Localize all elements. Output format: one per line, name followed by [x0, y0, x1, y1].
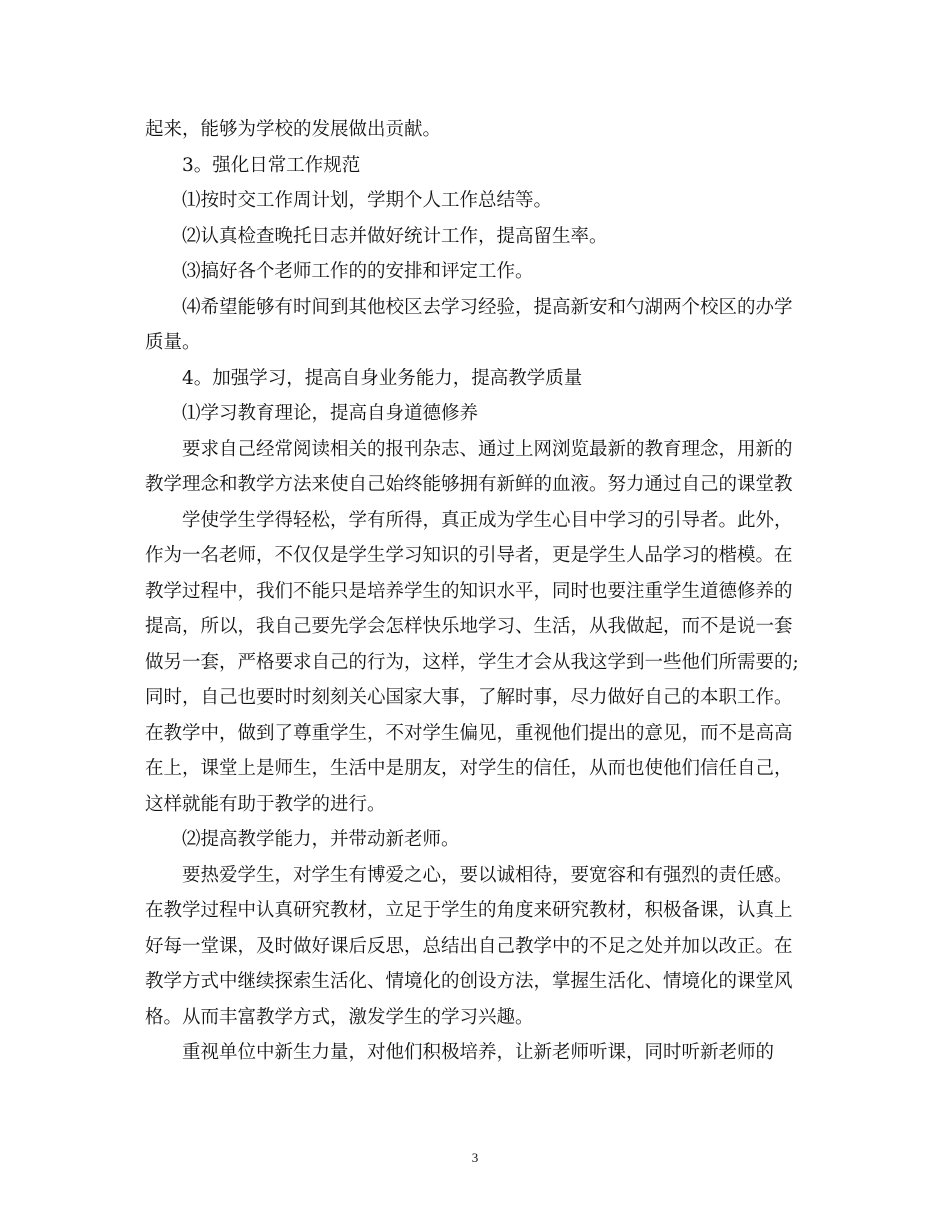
text-line: 做另一套，严格要求自己的行为，这样，学生才会从我这学到一些他们所需要的;: [145, 651, 799, 673]
text-line: 提高，所以，我自己要先学会怎样快乐地学习、生活，从我做起，而不是说一套: [145, 616, 793, 637]
text-line: 重视单位中新生力量，对他们积极培养，让新老师听课，同时听新老师的: [182, 1042, 775, 1063]
text-line: 作为一名老师，不仅仅是学生学习知识的引导者，更是学生人品学习的楷模。在: [145, 545, 793, 566]
page-number: 3: [471, 1150, 479, 1165]
text-line: ⑵提高教学能力，并带动新老师。: [182, 829, 460, 850]
text-line: 起来，能够为学校的发展做出贡献。: [145, 119, 442, 140]
text-line: ⑵认真检查晚托日志并做好统计工作，提高留生率。: [182, 225, 608, 247]
text-line: 教学方式中继续探索生活化、情境化的创设方法，掌握生活化、情境化的课堂风: [145, 971, 793, 992]
text-line: ⑴学习教育理论，提高自身道德修养: [182, 403, 479, 424]
text-line: 在教学中，做到了尊重学生，不对学生偏见，重视他们提出的意见，而不是高高: [145, 722, 793, 744]
text-line: 3。强化日常工作规范: [182, 154, 361, 176]
text-line: 好每一堂课，及时做好课后反思，总结出自己教学中的不足之处并加以改正。在: [145, 935, 793, 957]
text-line: ⑷希望能够有时间到其他校区去学习经验，提高新安和勺湖两个校区的办学: [182, 296, 793, 318]
text-line: 质量。: [145, 332, 201, 353]
text-line: 要热爱学生，对学生有博爱之心，要以诚相待，要宽容和有强烈的责任感。: [182, 864, 793, 886]
text-line: 教学理念和教学方法来使自己始终能够拥有新鲜的血液。努力通过自己的课堂教: [145, 474, 793, 495]
text-line: 4。加强学习，提高自身业务能力，提高教学质量: [182, 367, 583, 389]
text-line: ⑴按时交工作周计划，学期个人工作总结等。: [182, 190, 553, 211]
text-line: 格。从而丰富教学方式，激发学生的学习兴趣。: [145, 1006, 534, 1028]
body-text: [145, 112, 810, 1071]
text-line: 教学过程中，我们不能只是培养学生的知识水平，同时也要注重学生道德修养的: [145, 580, 793, 602]
text-line: 学使学生学得轻松，学有所得，真正成为学生心目中学习的引导者。此外，: [182, 509, 793, 531]
text-line: 同时，自己也要时时刻刻关心国家大事，了解时事，尽力做好自己的本职工作。: [145, 687, 793, 708]
text-line: 在上，课堂上是师生，生活中是朋友，对学生的信任，从而也使他们信任自己，: [145, 758, 793, 779]
text-line: 在教学过程中认真研究教材，立足于学生的角度来研究教材，积极备课，认真上: [145, 900, 793, 921]
text-line: 这样就能有助于教学的进行。: [145, 793, 386, 815]
text-line: ⑶搞好各个老师工作的的安排和评定工作。: [182, 261, 534, 282]
text-line: 要求自己经常阅读相关的报刊杂志、通过上网浏览最新的教育理念，用新的: [182, 438, 793, 460]
